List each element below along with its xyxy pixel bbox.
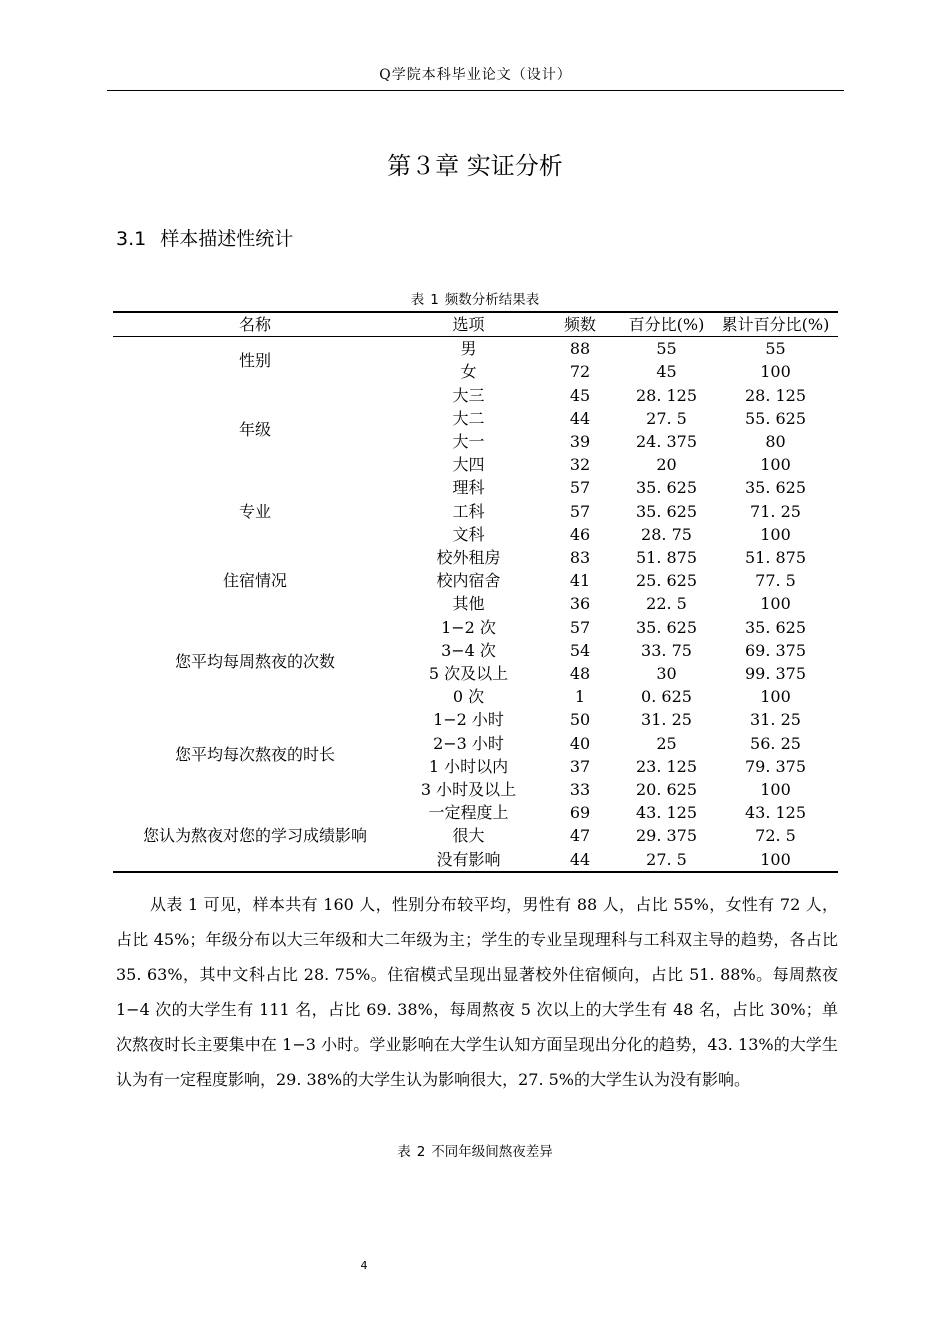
percent-cell: 43. 125 <box>635 803 698 823</box>
analysis-paragraph: 从表 1 可见，样本共有 160 人，性别分布较平均，男性有 88 人，占比 55%，女性有 72 人，占比 45%；年级分布以大三年级和大二年级为主；学生的专业呈现理科与工科双主导的趋势，各占比 35. 63%，其中文科占比 28. 75%。住宿模式呈现出显著校外住宿倾向，占比 51. 88%。每周熬夜 1−4 次的大学生有 111 名，占比 69. 38%，每周熬夜 5 次以上的大学生有 48 名，占比 30%；单次熬夜时长主要集中在 1−3 小时。学业影响在大学生认知方面呈现出分化的趋势，43. 13%的大学生认为有一定程度影响，29. 38%的大学生认为影响很大，27. 5%的大学生认为没有影响。 <box>116 895 838 1089</box>
table2-caption-number: 2 <box>416 1144 426 1160</box>
option-cell: 0 次 <box>452 687 485 707</box>
percent-cell: 35. 625 <box>635 478 698 498</box>
percent-cell: 35. 625 <box>635 617 698 637</box>
cumulative-percent-cell: 55 <box>765 339 786 359</box>
cumulative-percent-cell: 69. 375 <box>744 640 807 660</box>
option-cell: 校内宿舍 <box>436 571 501 591</box>
percent-cell: 30 <box>656 664 677 684</box>
option-cell: 没有影响 <box>436 849 501 869</box>
percent-cell: 20. 625 <box>635 780 698 800</box>
column-header-percent: 百分比(%) <box>628 315 705 334</box>
table1-caption-label: 表 <box>410 292 425 308</box>
percent-cell: 23. 125 <box>635 756 698 776</box>
option-cell: 其他 <box>452 594 485 614</box>
option-cell: 校外租房 <box>436 548 501 568</box>
page-number: 4 <box>360 1259 368 1272</box>
table1-caption-number: 1 <box>430 292 439 308</box>
cumulative-percent-cell: 56. 25 <box>750 733 801 753</box>
cumulative-percent-cell: 80 <box>765 432 786 452</box>
frequency-cell: 40 <box>569 733 591 753</box>
percent-cell: 35. 625 <box>635 501 698 521</box>
frequency-cell: 44 <box>569 849 591 869</box>
option-cell: 2−3 小时 <box>433 733 504 753</box>
frequency-cell: 57 <box>569 478 591 498</box>
frequency-cell: 37 <box>569 756 591 776</box>
cumulative-percent-cell: 100 <box>760 455 791 475</box>
group-name-cell: 您平均每周熬夜的次数 <box>174 652 335 672</box>
group-name-cell: 您平均每次熬夜的时长 <box>174 745 335 765</box>
header-rule <box>107 90 844 91</box>
column-header-frequency: 频数 <box>563 315 596 334</box>
percent-cell: 28. 75 <box>641 524 692 544</box>
option-cell: 女 <box>460 362 477 382</box>
table1-caption-text: 频数分析结果表 <box>444 292 540 308</box>
cumulative-percent-cell: 100 <box>760 524 791 544</box>
cumulative-percent-cell: 28. 125 <box>744 385 807 405</box>
cumulative-percent-cell: 72. 5 <box>755 826 796 846</box>
frequency-cell: 1 <box>574 687 586 707</box>
percent-cell: 25 <box>656 733 677 753</box>
cumulative-percent-cell: 77. 5 <box>755 571 796 591</box>
percent-cell: 33. 75 <box>641 640 692 660</box>
cumulative-percent-cell: 100 <box>760 849 791 869</box>
percent-cell: 22. 5 <box>646 594 687 614</box>
option-cell: 工科 <box>452 501 485 521</box>
percent-cell: 45 <box>656 362 677 382</box>
percent-cell: 25. 625 <box>635 571 698 591</box>
percent-cell: 31. 25 <box>641 710 692 730</box>
cumulative-percent-cell: 51. 875 <box>744 548 807 568</box>
table-row <box>113 616 838 639</box>
cumulative-percent-cell: 100 <box>760 362 791 382</box>
option-cell: 大一 <box>452 432 485 452</box>
table1-caption <box>0 288 950 308</box>
cumulative-percent-cell: 43. 125 <box>744 803 807 823</box>
percent-cell: 51. 875 <box>635 548 698 568</box>
option-cell: 大四 <box>452 455 485 475</box>
cumulative-percent-cell: 31. 25 <box>750 710 801 730</box>
frequency-cell: 44 <box>569 408 591 428</box>
option-cell: 文科 <box>452 524 485 544</box>
option-cell: 理科 <box>452 478 485 498</box>
option-cell: 很大 <box>452 826 485 846</box>
frequency-cell: 33 <box>569 780 591 800</box>
option-cell: 男 <box>460 339 477 359</box>
table-header-row <box>113 312 838 337</box>
option-cell: 1−2 次 <box>441 617 496 637</box>
table-row <box>113 708 838 731</box>
column-header-cumulative: 累计百分比(%) <box>721 315 830 334</box>
table-row <box>113 337 838 361</box>
frequency-cell: 88 <box>569 339 591 359</box>
table-body <box>113 337 838 872</box>
percent-cell: 20 <box>656 455 677 475</box>
table2-caption-label: 表 <box>397 1144 411 1160</box>
cumulative-percent-cell: 100 <box>760 594 791 614</box>
cumulative-percent-cell: 71. 25 <box>750 501 801 521</box>
frequency-cell: 57 <box>569 501 591 521</box>
section-heading <box>116 224 293 251</box>
group-name-cell: 您认为熬夜对您的学习成绩影响 <box>142 826 367 846</box>
frequency-cell: 48 <box>569 664 591 684</box>
frequency-cell: 69 <box>569 803 591 823</box>
column-header-option: 选项 <box>452 315 485 334</box>
percent-cell: 28. 125 <box>635 385 698 405</box>
percent-cell: 24. 375 <box>635 432 698 452</box>
column-header-name: 名称 <box>238 315 271 334</box>
percent-cell: 55 <box>656 339 677 359</box>
frequency-cell: 54 <box>569 640 591 660</box>
group-name-cell: 专业 <box>238 501 271 521</box>
frequency-cell: 36 <box>569 594 591 614</box>
frequency-table-wrapper <box>113 311 838 873</box>
percent-cell: 27. 5 <box>646 408 687 428</box>
table2-caption <box>0 1140 950 1160</box>
option-cell: 大二 <box>452 408 485 428</box>
option-cell: 一定程度上 <box>428 803 509 823</box>
option-cell: 3 小时及以上 <box>420 780 517 800</box>
chapter-title: 第３章 实证分析 <box>387 152 563 180</box>
frequency-cell: 32 <box>569 455 591 475</box>
option-cell: 1 小时以内 <box>428 756 509 776</box>
table-row <box>113 476 838 499</box>
frequency-cell: 83 <box>569 548 591 568</box>
option-cell: 1−2 小时 <box>433 710 504 730</box>
frequency-cell: 41 <box>569 571 591 591</box>
section-number: 3.1 <box>116 228 147 250</box>
percent-cell: 29. 375 <box>635 826 698 846</box>
table-row <box>113 801 838 824</box>
option-cell: 5 次及以上 <box>428 664 509 684</box>
cumulative-percent-cell: 35. 625 <box>744 478 807 498</box>
group-name-cell: 性别 <box>238 350 271 370</box>
group-name-cell: 年级 <box>238 420 271 440</box>
percent-cell: 27. 5 <box>646 849 687 869</box>
frequency-cell: 46 <box>569 524 591 544</box>
frequency-cell: 39 <box>569 432 591 452</box>
section-title: 样本描述性统计 <box>160 228 294 250</box>
cumulative-percent-cell: 100 <box>760 780 791 800</box>
frequency-cell: 45 <box>569 385 591 405</box>
frequency-cell: 57 <box>569 617 591 637</box>
table-row <box>113 546 838 569</box>
cumulative-percent-cell: 55. 625 <box>744 408 807 428</box>
cumulative-percent-cell: 35. 625 <box>744 617 807 637</box>
option-cell: 大三 <box>452 385 485 405</box>
cumulative-percent-cell: 99. 375 <box>744 664 807 684</box>
table-row <box>113 384 838 407</box>
frequency-table <box>113 311 838 873</box>
cumulative-percent-cell: 100 <box>760 687 791 707</box>
running-header: Q学院本科毕业论文（设计） <box>379 67 572 83</box>
option-cell: 3−4 次 <box>441 640 496 660</box>
frequency-cell: 47 <box>569 826 591 846</box>
group-name-cell: 住宿情况 <box>222 571 287 591</box>
table2-caption-text: 不同年级间熬夜差异 <box>431 1144 553 1160</box>
cumulative-percent-cell: 79. 375 <box>744 756 807 776</box>
frequency-cell: 72 <box>569 362 591 382</box>
percent-cell: 0. 625 <box>641 687 692 707</box>
frequency-cell: 50 <box>569 710 591 730</box>
